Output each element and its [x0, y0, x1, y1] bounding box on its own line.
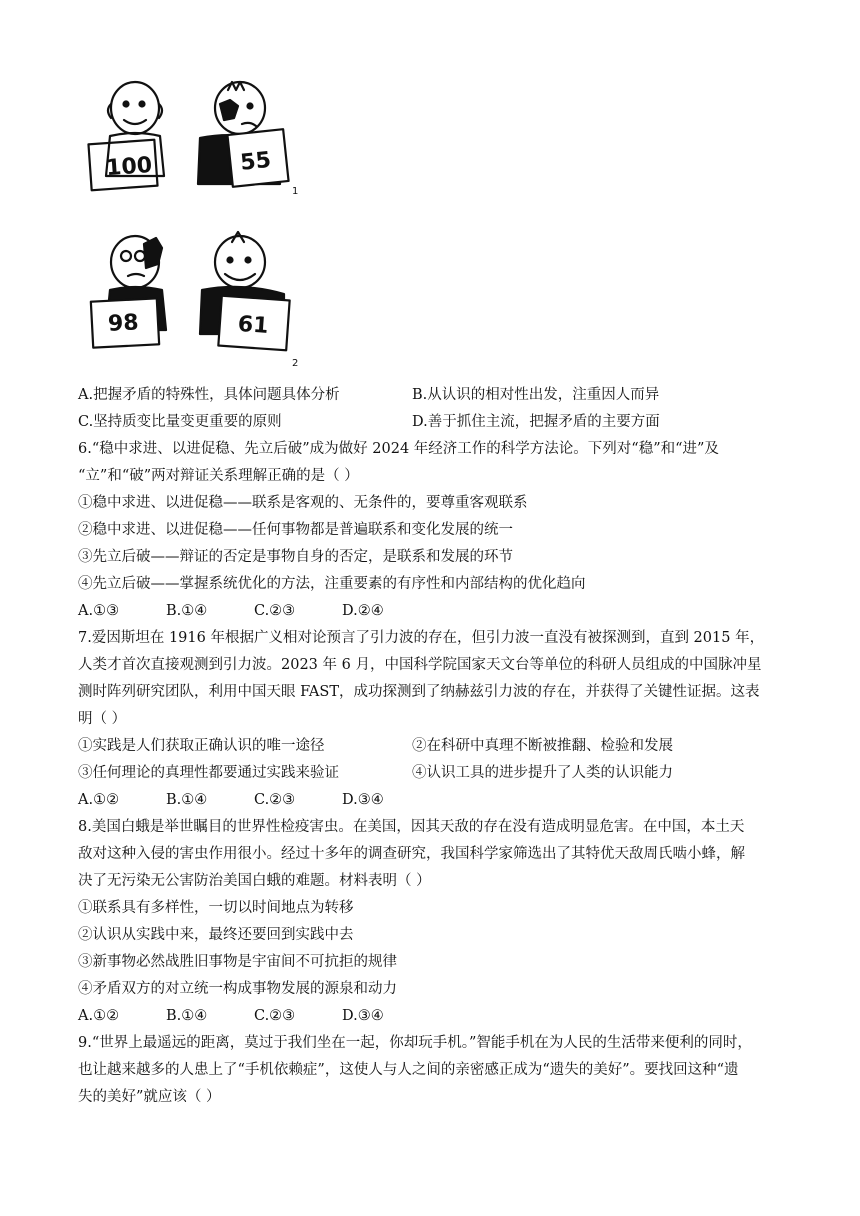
q8-item-3: ③新事物必然战胜旧事物是宇宙间不可抗拒的规律 [78, 954, 397, 970]
q5-option-a: A.把握矛盾的特殊性，具体问题具体分析 [78, 387, 340, 403]
q8-item-2: ②认识从实践中来，最终还要回到实践中去 [78, 927, 354, 943]
q6-item-2: ②稳中求进、以进促稳——任何事物都是普遍联系和变化发展的统一 [78, 522, 513, 538]
q6-option-b: B.①④ [166, 603, 208, 619]
q7-options [78, 790, 430, 810]
q7-stem-line-1: 7.爱因斯坦在 1916 年根据广义相对论预言了引力波的存在，但引力波一直没有被探测到，直到 2015 年， [78, 630, 765, 646]
q9-stem-line-2: 也让越来越多的人患上了“手机依赖症”，这使人与人之间的亲密感正成为“遗失的美好”。要找回这种“遗 [78, 1062, 739, 1078]
q7-option-c: C.②③ [254, 792, 296, 808]
panel-label-1: 1 [292, 186, 299, 197]
q6-option-d: D.②④ [342, 603, 384, 619]
q7-stem-line-4: 明（ ） [78, 711, 127, 727]
q8-options [78, 1006, 430, 1026]
q6-item-4: ④先立后破——掌握系统优化的方法，注重要素的有序性和内部结构的优化趋向 [78, 576, 586, 592]
q9-stem-line-1: 9.“世界上最遥远的距离，莫过于我们坐在一起，你却玩手机。”智能手机在为人民的生活带来便利的同时， [78, 1035, 752, 1051]
cartoon-sign-1: 100 [105, 153, 153, 182]
q6-stem-line-2: “立”和“破”两对辩证关系理解正确的是（ ） [78, 468, 359, 484]
q6-stem-line-1: 6.“稳中求进、以进促稳、先立后破”成为做好 2024 年经济工作的科学方法论。下列对“稳”和“进”及 [78, 441, 719, 457]
q7-option-d: D.③④ [342, 792, 384, 808]
panel-label-2: 2 [292, 358, 299, 369]
cartoon-sign-2: 55 [239, 147, 273, 176]
q8-stem-line-1: 8.美国白蛾是举世瞩目的世界性检疫害虫。在美国，因其天敌的存在没有造成明显危害。在中国，本土天 [78, 819, 745, 835]
q8-stem-line-2: 敌对这种入侵的害虫作用很小。经过十多年的调查研究，我国科学家筛选出了其特优天敌周氏啮小蜂，解 [78, 846, 745, 862]
q8-option-b: B.①④ [166, 1008, 208, 1024]
q5-option-b: B.从认识的相对性出发，注重因人而异 [412, 387, 660, 403]
q7-item-1: ①实践是人们获取正确认识的唯一途径 [78, 738, 325, 754]
q7-item-3: ③任何理论的真理性都要通过实践来验证 [78, 765, 339, 781]
q6-item-1: ①稳中求进、以进促稳——联系是客观的、无条件的，要尊重客观联系 [78, 495, 528, 511]
q6-option-c: C.②③ [254, 603, 296, 619]
q7-item-2: ②在科研中真理不断被推翻、检验和发展 [412, 738, 673, 754]
q8-option-a: A.①② [78, 1008, 120, 1024]
q7-item-4: ④认识工具的进步提升了人类的认识能力 [412, 765, 673, 781]
q6-options [78, 601, 430, 621]
q8-item-4: ④矛盾双方的对立统一构成事物发展的源泉和动力 [78, 981, 397, 997]
q6-item-3: ③先立后破——辩证的否定是事物自身的否定，是联系和发展的环节 [78, 549, 513, 565]
cartoon-sign-4: 61 [236, 311, 270, 339]
q8-option-d: D.③④ [342, 1008, 384, 1024]
q6-option-a: A.①③ [78, 603, 120, 619]
q7-option-b: B.①④ [166, 792, 208, 808]
cartoon-sign-3: 98 [107, 310, 140, 337]
q8-stem-line-3: 决了无污染无公害防治美国白蛾的难题。材料表明（ ） [78, 873, 431, 889]
q8-item-1: ①联系具有多样性，一切以时间地点为转移 [78, 900, 354, 916]
q8-option-c: C.②③ [254, 1008, 296, 1024]
q5-option-d: D.善于抓住主流，把握矛盾的主要方面 [412, 414, 660, 430]
q7-stem-line-3: 测时阵列研究团队，利用中国天眼 FAST，成功探测到了纳赫兹引力波的存在，并获得了关键性证据。这表 [78, 684, 760, 700]
q7-stem-line-2: 人类才首次直接观测到引力波。2023 年 6 月，中国科学院国家天文台等单位的科研人员组成的中国脉冲星 [78, 657, 762, 673]
q7-option-a: A.①② [78, 792, 120, 808]
cartoon-illustration [80, 76, 312, 372]
q5-option-c: C.坚持质变比量变更重要的原则 [78, 414, 282, 430]
q9-stem-line-3: 失的美好”就应该（ ） [78, 1089, 221, 1105]
